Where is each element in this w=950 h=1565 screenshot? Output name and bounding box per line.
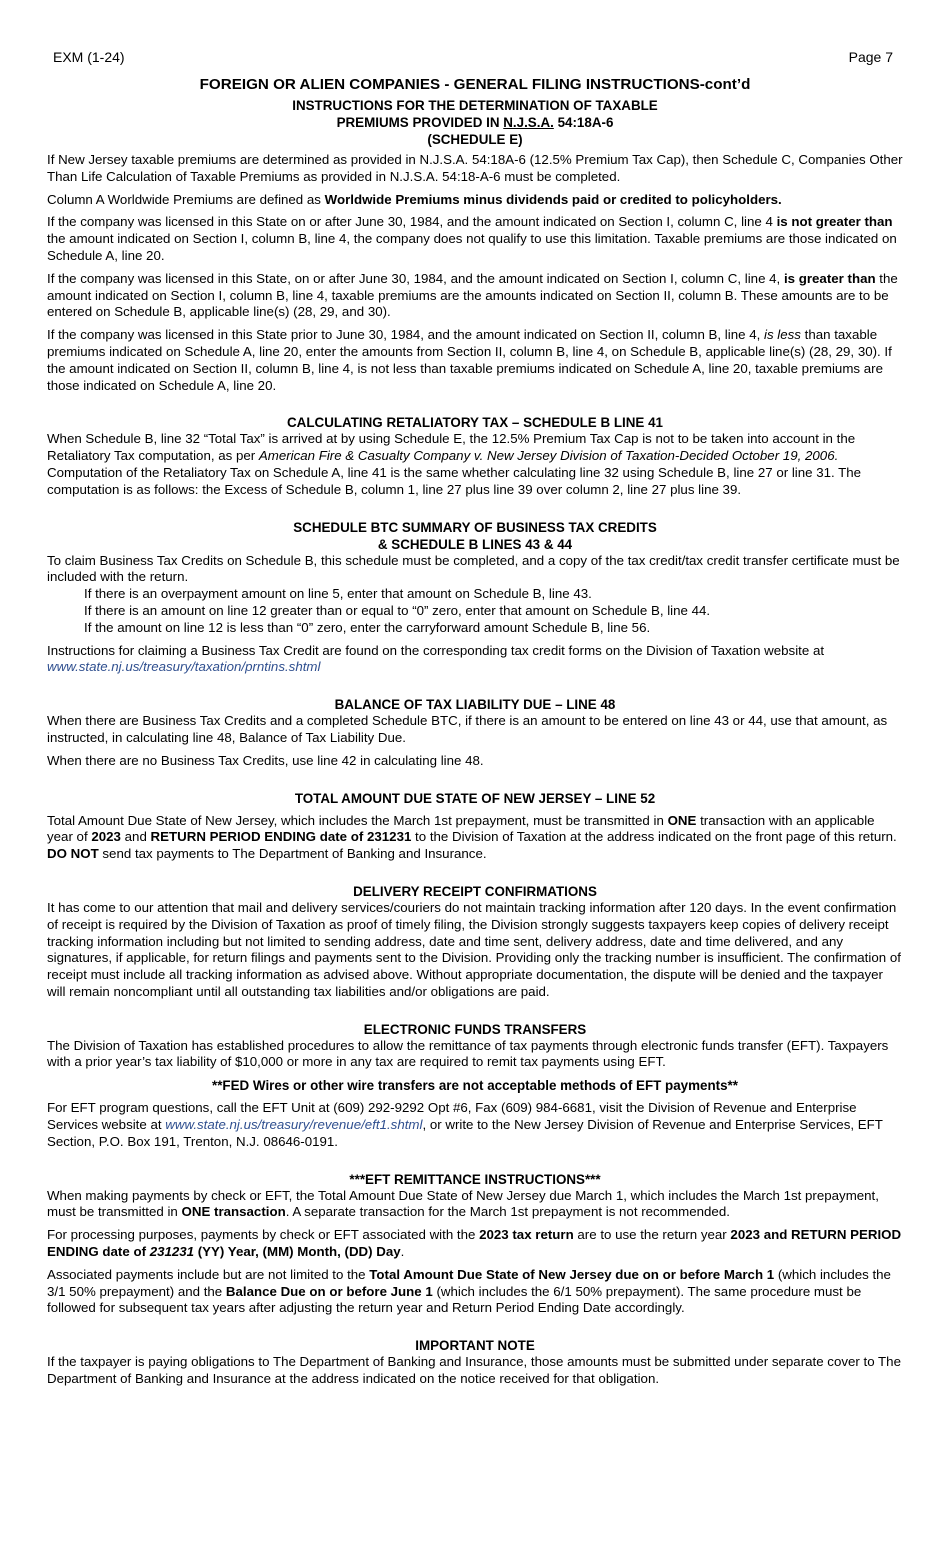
text: If the company was licensed in this State, on or after June 30, 1984, and the amount indicated on Section I, column C, line 4, — [47, 270, 784, 286]
text: the amount indicated on Section I, column B, line 4, the company does not qualify to use this limitation. Taxable premiums are those indicated on Schedule A, line 20. — [47, 231, 897, 263]
page-title: FOREIGN OR ALIEN COMPANIES - GENERAL FILING INSTRUCTIONS-cont’d — [199, 76, 751, 93]
schedule-e-paragraph — [47, 192, 903, 209]
section-heading: IMPORTANT NOTE — [415, 1338, 535, 1354]
section-heading: ***EFT REMITTANCE INSTRUCTIONS*** — [349, 1171, 601, 1187]
text: Instructions for claiming a Business Tax Credit are found on the corresponding tax credit forms on the Division of Taxation website at — [47, 642, 825, 658]
schedule-e-paragraph: If New Jersey taxable premiums are determined as provided in N.J.S.A. 54:18A-6 (12.5% Premium Tax Cap), then Schedule C, Companies Other Than Life Calculation of Taxable Premiums as provided in N.J.S.A. 54:18-A-6 must be completed. — [47, 152, 903, 184]
text: 2023 and RETURN PERIOD ENDING date of — [47, 1227, 902, 1260]
bold-text: 2023 tax return — [479, 1227, 574, 1243]
balance-paragraph: When there are Business Tax Credits and a completed Schedule BTC, if there is an amount to be entered on line 43 or 44, use that amount, as instructed, in calculating line 48, Balance of Tax Liability Due. — [47, 713, 888, 745]
text: send tax payments to The Department of Banking and Insurance. — [98, 846, 487, 862]
bold-text: is not greater than — [776, 214, 893, 230]
important-note-section — [47, 1337, 903, 1388]
retaliatory-tax-section — [47, 414, 903, 498]
schedule-e-paragraph — [47, 271, 903, 321]
text: (which includes the 6/1 50% prepayment). The same procedure must be followed for subsequent tax years after adjusting the return year and Return Period Ending Date accordingly. — [47, 1283, 862, 1316]
eft-section — [47, 1021, 903, 1151]
italic-text: is less — [763, 327, 801, 343]
bold-text: 2023 — [91, 829, 121, 845]
heading-text: 54:18A-6 — [553, 115, 614, 130]
text: . — [400, 1244, 405, 1260]
eft-wire-notice: **FED Wires or other wire transfers are not acceptable methods of EFT payments** — [212, 1078, 738, 1094]
section-heading: & SCHEDULE B LINES 43 & 44 — [377, 536, 573, 552]
bold-text: ONE — [667, 812, 697, 828]
text: If the company was licensed in this State on or after June 30, 1984, and the amount indicated on Section I, column C, line 4 — [47, 214, 777, 230]
remittance-section — [47, 1171, 903, 1318]
text: For processing purposes, payments by check or EFT associated with the — [47, 1227, 480, 1243]
section-heading: CALCULATING RETALIATORY TAX – SCHEDULE B LINE 41 — [287, 415, 663, 431]
text: are to use the return year — [573, 1227, 731, 1243]
text: Associated payments include but are not limited to the — [47, 1266, 370, 1282]
eft-paragraph: The Division of Taxation has established procedures to allow the remittance of tax payments through electronic funds transfer (EFT). Taxpayers with a prior year’s tax liability of $10,000 or more in any tax are required to remit tax payments using EFT. — [47, 1037, 889, 1070]
bold-text: RETURN PERIOD ENDING date of 231231 — [150, 829, 412, 845]
text: (YY) Year, (MM) Month, (DD) Day — [194, 1244, 401, 1260]
eft-website-link[interactable]: www.state.nj.us/treasury/revenue/eft1.shtml — [165, 1117, 423, 1133]
text: and — [120, 829, 151, 845]
remittance-paragraph — [47, 1188, 903, 1222]
btc-item: If there is an overpayment amount on line 5, enter that amount on Schedule B, line 43. — [84, 586, 592, 602]
form-id: EXM (1-24) — [53, 49, 125, 65]
schedule-e-paragraph — [47, 327, 903, 394]
section-heading: BALANCE OF TAX LIABILITY DUE – LINE 48 — [334, 697, 616, 713]
text: Computation of the Retaliatory Tax on Schedule A, line 41 is the same whether calculating line 32 using Schedule B, line 27 or line 31. The computation is as follows: the Excess of Schedule B, column 1, line 27 plus line 39 over column 2, line 27 plus line 39. — [47, 464, 862, 497]
bold-text: Balance Due on or before June 1 — [225, 1283, 433, 1299]
text: to the Division of Taxation at the address indicated on the front page of this return. — [411, 829, 897, 845]
document-body — [47, 75, 903, 1394]
bold-text: Total Amount Due State of New Jersey due on or before March 1 — [369, 1266, 775, 1282]
text: than taxable premiums indicated on Schedule A, line 20, enter the amounts from Section II, column B, line 4, on Schedule B, applicable line(s) (28, 29, 30). If the amount indicated on Section II, column B, line 4, is not less than taxable premiums indicated on Schedule A, line 20, taxable premiums are those indicated on Schedule A, line 20. — [47, 327, 892, 393]
text: . A separate transaction for the March 1st prepayment is not recommended. — [285, 1204, 730, 1220]
bold-text: ONE transaction — [181, 1204, 286, 1220]
text: (which includes the 3/1 50% prepayment) and the — [47, 1266, 891, 1299]
note-paragraph: If the taxpayer is paying obligations to The Department of Banking and Insurance, those amounts must be submitted under separate cover to The Department of Banking and Insurance at the address indicated on the notice received for that obligation. — [47, 1354, 901, 1387]
text: For EFT program questions, call the EFT Unit at (609) 292-9292 Opt #6, Fax (609) 984-6681, visit the Division of Revenue and Enterprise Services website at — [47, 1100, 857, 1133]
text: Column A Worldwide Premiums are defined as — [47, 191, 325, 207]
text: the amount indicated on Section I, column B, line 4, taxable premiums are the amounts indicated on Section II, column B. These amounts are to be entered on Schedule B, applicable line(s) (28, 29, and 30). — [47, 270, 898, 320]
delivery-section — [47, 883, 903, 1001]
text: When Schedule B, line 32 “Total Tax” is arrived at by using Schedule E, the 12.5% Premium Tax Cap is not to be taken into account in the Retaliatory Tax computation, as per — [47, 431, 856, 464]
bold-text: is greater than — [783, 270, 876, 286]
bold-text: Worldwide Premiums minus dividends paid or credited to policyholders. — [324, 191, 782, 207]
text: transaction with an applicable year of — [47, 812, 875, 845]
taxation-forms-link[interactable]: www.state.nj.us/treasury/taxation/prntins.shtml — [47, 659, 321, 675]
text: , or write to the New Jersey Division of Revenue and Enterprise Services, EFT Section, P.O. Box 191, Trenton, N.J. 08646-0191. — [47, 1117, 883, 1149]
delivery-paragraph: It has come to our attention that mail and delivery services/couriers do not maintain tracking information after 120 days. In the event confirmation of receipt is required by the Division of Taxation as proof of timely filing, the Division strongly suggests taxpayers keep copies of delivery receipt tracking information including but not limited to sending address, date and time sent, delivery address, date and time delivered, and any signatures, if applicable, for return filings and payments sent to the Division. Providing only the tracking number is insufficient. The confirmation of receipt must include all tracking information as advised above. Without appropriate documentation, the dispute will be denied and the taxpayer will remain noncompliant until all outstanding tax liabilities and/or obligations are paid. — [47, 899, 901, 999]
section-heading: SCHEDULE BTC SUMMARY OF BUSINESS TAX CREDITS — [293, 519, 657, 535]
text: If the company was licensed in this State prior to June 30, 1984, and the amount indicated on Section II, column B, line 4, — [47, 327, 764, 343]
schedule-e-section — [47, 97, 903, 394]
remittance-paragraph — [47, 1227, 903, 1261]
section-heading: DELIVERY RECEIPT CONFIRMATIONS — [353, 883, 597, 899]
balance-paragraph: When there are no Business Tax Credits, use line 42 in calculating line 48. — [47, 752, 484, 768]
section-heading: ELECTRONIC FUNDS TRANSFERS — [363, 1021, 587, 1037]
bold-text: DO NOT — [47, 846, 99, 862]
retaliatory-paragraph — [47, 431, 903, 498]
heading-text: PREMIUMS PROVIDED IN — [336, 115, 504, 130]
schedule-e-heading-2 — [47, 114, 903, 131]
italic-text: 231231 — [149, 1244, 195, 1260]
total-due-paragraph — [47, 813, 903, 863]
btc-item: If there is an amount on line 12 greater than or equal to “0” zero, enter that amount on Schedule B, line 44. — [84, 602, 711, 618]
schedule-e-heading-3: (SCHEDULE E) — [427, 132, 523, 147]
case-citation: American Fire & Casualty Company v. New Jersey Division of Taxation-Decided October 19, 2006. — [258, 448, 839, 464]
schedule-e-paragraph — [47, 214, 903, 264]
text: When making payments by check or EFT, the Total Amount Due State of New Jersey due March 1, which includes the March 1st prepayment, must be transmitted in — [47, 1187, 879, 1220]
njsa-underlined: N.J.S.A. — [503, 115, 554, 130]
page-number: Page 7 — [848, 49, 893, 65]
eft-paragraph — [47, 1100, 903, 1150]
btc-paragraph — [47, 643, 903, 677]
text: Total Amount Due State of New Jersey, which includes the March 1st prepayment, must be transmitted in — [47, 812, 668, 828]
balance-section — [47, 696, 903, 769]
btc-section — [47, 519, 903, 677]
section-heading: TOTAL AMOUNT DUE STATE OF NEW JERSEY – LINE 52 — [294, 790, 656, 806]
schedule-e-heading-1: INSTRUCTIONS FOR THE DETERMINATION OF TAXABLE — [292, 98, 658, 113]
btc-paragraph: To claim Business Tax Credits on Schedule B, this schedule must be completed, and a copy of the tax credit/tax credit transfer certificate must be included with the return. — [47, 552, 900, 585]
btc-item: If the amount on line 12 is less than “0” zero, enter the carryforward amount Schedule B, line 56. — [84, 619, 651, 635]
total-due-section — [47, 790, 903, 863]
remittance-paragraph — [47, 1267, 903, 1317]
